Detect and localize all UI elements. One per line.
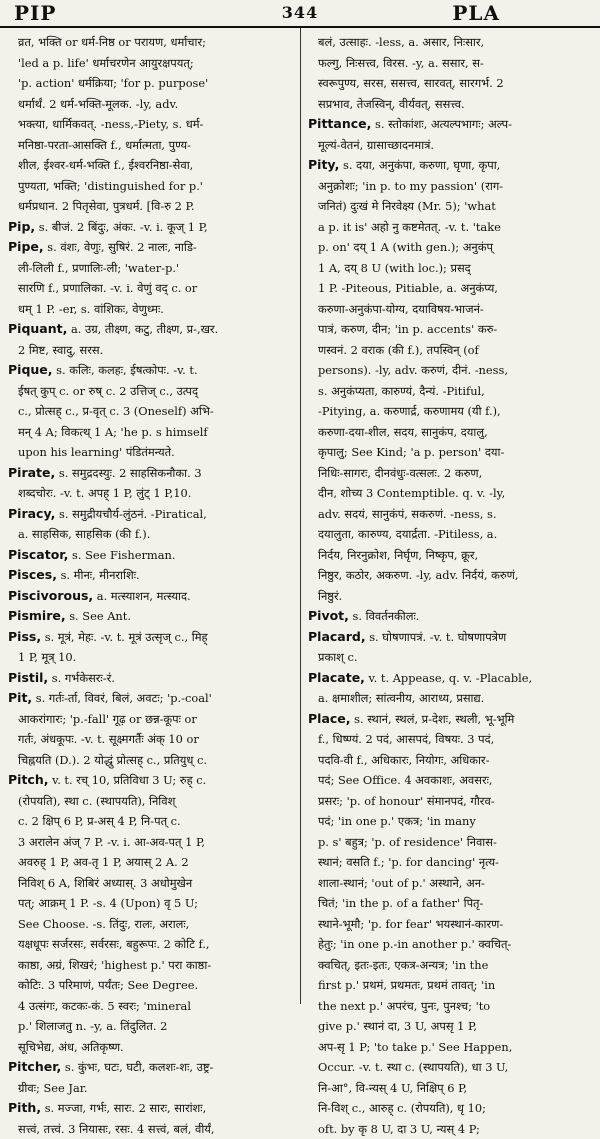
text-line xyxy=(8,319,296,340)
text-line xyxy=(308,32,596,53)
text-line xyxy=(308,1057,596,1078)
entry-text: पात्रं, करुण, दीन; 'in p. accents' करु- xyxy=(318,322,497,336)
page-number: 344 xyxy=(0,3,600,22)
entry-text: हेतुः; 'in one p.-in another p.' क्वचित्- xyxy=(318,937,511,951)
text-line xyxy=(8,1098,296,1119)
entry-text: s. अनुकंप्यता, कारुण्यं, दैन्यं. -Pitiful, xyxy=(318,384,485,398)
entry-text: 2 मिष्ट, स्वादु, सरस. xyxy=(18,343,103,357)
text-line xyxy=(308,155,596,176)
text-line xyxy=(308,627,596,648)
entry-text: ईषत् कुप् c. or रुष् c. 2 उत्तिज् c., उत्पद् xyxy=(18,384,198,398)
text-line xyxy=(8,135,296,156)
left-column xyxy=(8,32,296,1000)
entry-text: धर्मार्थं. 2 धर्म-भक्ति-मूलक. -ly, adv. xyxy=(18,97,178,111)
entry-text: 1 P, मूत्र् 10. xyxy=(18,650,76,664)
entry-headword: Pisces, xyxy=(8,567,57,582)
text-line xyxy=(308,934,596,955)
text-line xyxy=(308,873,596,894)
entry-text: c. 2 क्षिप् 6 P, प्र-अस् 4 P, नि-पत् c. xyxy=(18,814,181,828)
text-line xyxy=(8,811,296,832)
text-line xyxy=(308,1037,596,1058)
text-line xyxy=(308,832,596,853)
entry-text: upon his learning' पंडितंमन्यते. xyxy=(18,445,175,459)
text-line xyxy=(308,1078,596,1099)
entry-text: s. विवर्तनकीलः. xyxy=(349,609,419,623)
entry-text: persons). -ly, adv. करुणं, दीनं. -ness, xyxy=(318,363,508,377)
entry-text: a. क्षमाशील; सांत्वनीय, आराध्य, प्रसाद्य. xyxy=(318,691,484,705)
text-line xyxy=(8,237,296,258)
text-line xyxy=(8,381,296,402)
entry-text: धम् 1 P. -er, s. वांशिकः, वेणुध्मः. xyxy=(18,302,164,316)
entry-text: कोटिः. 3 परिमाणं, पर्यंतः; See Degree. xyxy=(18,978,198,992)
entry-headword: Placard, xyxy=(308,629,366,644)
text-line xyxy=(8,565,296,586)
text-line xyxy=(308,852,596,873)
entry-text: Occur. -v. t. स्था c. (स्थापयति), धा 3 U, xyxy=(318,1060,508,1074)
entry-headword: Pit, xyxy=(8,690,32,705)
entry-text: ली-लिली f., प्रणालिः-ली; 'water-p.' xyxy=(18,261,179,275)
entry-headword: Piracy, xyxy=(8,506,55,521)
text-line xyxy=(308,299,596,320)
entry-text: भक्त्या, धार्मिकवत्. -ness,-Piety, s. धर्म- xyxy=(18,117,203,131)
entry-text: पदवि-वी f., अधिकारः, नियोगः, अधिकार- xyxy=(318,753,489,767)
text-line xyxy=(308,278,596,299)
entry-headword: Piscator, xyxy=(8,547,68,562)
text-line xyxy=(308,483,596,504)
text-line xyxy=(8,586,296,607)
text-line xyxy=(8,278,296,299)
entry-text: a. मत्स्याशन, मत्स्याद. xyxy=(93,589,191,603)
text-line xyxy=(308,1119,596,1139)
entry-text: oft. by कृ 8 U, दा 3 U, न्यस् 4 P; xyxy=(318,1122,480,1136)
text-line xyxy=(308,176,596,197)
text-line xyxy=(308,1098,596,1119)
text-line xyxy=(8,668,296,689)
text-line xyxy=(308,94,596,115)
entry-text: s. गर्भकेसरः-रं. xyxy=(48,671,115,685)
text-line xyxy=(308,791,596,812)
text-line xyxy=(308,914,596,935)
text-line xyxy=(8,914,296,935)
entry-text: पदं; 'in one p.' एकत्र; 'in many xyxy=(318,814,476,828)
text-line xyxy=(8,176,296,197)
text-line xyxy=(8,483,296,504)
entry-text: 3 अरालेन अंज् 7 P. -v. i. आ-अव-पत् 1 P, xyxy=(18,835,205,849)
entry-text: पदं; See Office. 4 अवकाशः, अवसरः, xyxy=(318,773,493,787)
text-line xyxy=(308,668,596,689)
entry-text: the next p.' अपरंच, पुनः, पुनश्च; 'to xyxy=(318,999,490,1013)
text-line xyxy=(308,586,596,607)
text-line xyxy=(8,1078,296,1099)
entry-text: सत्त्वं, तत्त्वं. 3 नियासः, रसः. 4 सत्त्वं, बलं, वीर्यं, xyxy=(18,1122,215,1136)
entry-text: आकरांगारः; 'p.-fall' गूढ़ or छन्न-कूपः or xyxy=(18,712,197,726)
entry-text: ग्रीवः; See Jar. xyxy=(18,1081,88,1095)
entry-text: दयालुता, कारुण्य, दयार्द्रता. -Pitiless, a. xyxy=(318,527,497,541)
entry-text: 'p. action' धर्मक्रिया; 'for p. purpose' xyxy=(18,76,208,90)
text-line xyxy=(308,545,596,566)
text-line xyxy=(8,53,296,74)
text-line xyxy=(308,196,596,217)
entry-text: s. मीनः, मीनराशिः. xyxy=(57,568,140,582)
text-line xyxy=(8,463,296,484)
entry-text: काष्ठा, अग्रं, शिखरं; 'highest p.' परा काष्ठा- xyxy=(18,958,211,972)
text-line xyxy=(308,442,596,463)
entry-text: जनितं) दुःखं मे निरवेक्ष्य (Mr. 5); 'what xyxy=(318,199,496,213)
text-line xyxy=(308,422,596,443)
entry-text: 4 उत्संगः, कटकः-कं. 5 स्वरः; 'mineral xyxy=(18,999,191,1013)
entry-text: s. मूत्रं, मेहः. -v. t. मूत्रं उत्सृज् c., मिह् xyxy=(41,630,208,644)
entry-text: क्वचित्, इतः-इतः, एकत्र-अन्यत्र; 'in the xyxy=(318,958,488,972)
text-line xyxy=(308,750,596,771)
entry-text: a. उग्र, तीक्ष्ण, कटु, तीक्ष्ण, प्र-,खर. xyxy=(67,322,218,336)
column-divider xyxy=(300,28,301,1004)
entry-headword: Pip, xyxy=(8,219,35,234)
text-line xyxy=(308,340,596,361)
entry-text: 1 P. -Piteous, Pitiable, a. अनुकंप्य, xyxy=(318,281,498,295)
entry-text: पुण्यता, भक्ति; 'distinguished for p.' xyxy=(18,179,203,193)
text-line xyxy=(8,114,296,135)
text-line xyxy=(308,647,596,668)
entry-text: v. t. रच् 10, प्रतिविधा 3 U; रुह् c. xyxy=(48,773,206,787)
text-line xyxy=(8,155,296,176)
entry-text: v. t. Appease, q. v. -Placable, xyxy=(365,671,532,685)
text-line xyxy=(8,340,296,361)
text-line xyxy=(308,258,596,279)
right-guide-word: PLA xyxy=(452,1,500,25)
entry-text: कृपालु; See Kind; 'a p. person' दया- xyxy=(318,445,504,459)
text-line xyxy=(308,729,596,750)
entry-text: give p.' स्थानं दा, 3 U, अपसृ 1 P, xyxy=(318,1019,477,1033)
text-line xyxy=(8,955,296,976)
text-line xyxy=(308,996,596,1017)
entry-text: c., प्रोत्सह् c., प्र-वृत् c. 3 (Oneself) अभि- xyxy=(18,404,214,418)
text-line xyxy=(8,647,296,668)
entry-headword: Pitcher, xyxy=(8,1059,61,1074)
entry-text: गर्तः, अंधकूपः. -v. t. सूक्ष्मगर्तैः अंक् 10 or xyxy=(18,732,199,746)
text-line xyxy=(8,852,296,873)
entry-headword: Pirate, xyxy=(8,465,55,480)
entry-text: सारणि f., प्रणालिका. -v. i. वेणुं वद् c. or xyxy=(18,281,197,295)
text-line xyxy=(308,360,596,381)
text-line xyxy=(8,606,296,627)
text-line xyxy=(308,53,596,74)
entry-text: निष्ठुर, कठोर, अकरुण. -ly, adv. निर्दयं, करुणं, xyxy=(318,568,518,582)
entry-text: s. See Ant. xyxy=(66,609,131,623)
text-line xyxy=(308,1016,596,1037)
entry-text: अनुक्रोशः; 'in p. to my passion' (राग- xyxy=(318,179,503,193)
text-line xyxy=(308,237,596,258)
entry-text: -Pitying, a. करुणार्द्र, करुणामय (यी f.), xyxy=(318,404,501,418)
text-line xyxy=(8,217,296,238)
entry-headword: Pity, xyxy=(308,157,339,172)
entry-text: s. स्थानं, स्थलं, प्र-देशः, स्थली, भू-भूमि xyxy=(351,712,515,726)
text-line xyxy=(308,381,596,402)
entry-text: s. स्तोकांशः, अत्यल्पभागः; अल्प- xyxy=(371,117,512,131)
entry-text: s. गर्तः-र्ता, विवरं, बिलं, अवटः; 'p.-coal' xyxy=(32,691,212,705)
entry-text: चितं; 'in the p. of a father' पितृ- xyxy=(318,896,483,910)
entry-text: शाला-स्थानं; 'out of p.' अस्थाने, अन- xyxy=(318,876,485,890)
entry-headword: Piscivorous, xyxy=(8,588,93,603)
entry-text: s. मज्जा, गर्भः, सारः. 2 सारः, सारांशः, xyxy=(41,1101,206,1115)
text-line xyxy=(308,463,596,484)
text-line xyxy=(8,401,296,422)
entry-text: स्थानं; वसति f.; 'p. for dancing' नृत्य- xyxy=(318,855,499,869)
text-line xyxy=(8,32,296,53)
text-line xyxy=(8,770,296,791)
entry-text: 1 A, दय् 8 U (with loc.); प्रसद् xyxy=(318,261,471,275)
entry-headword: Pittance, xyxy=(308,116,371,131)
text-line xyxy=(308,524,596,545)
entry-text: दीन, शोच्य 3 Contemptible. q. v. -ly, xyxy=(318,486,505,500)
entry-text: s. बीजं. 2 बिंदुः, अंकः. -v. i. कूज् 1 P, xyxy=(35,220,207,234)
entry-text: पत्; आक्रम् 1 P. -s. 4 (Upon) वृ 5 U; xyxy=(18,896,198,910)
text-line xyxy=(8,750,296,771)
text-line xyxy=(308,688,596,709)
entry-text: निधिः-सागरः, दीनवंधुः-वत्सलः. 2 करुण, xyxy=(318,466,482,480)
entry-text: f., धिष्ण्यं. 2 पदं, आसपदं, विषयः. 3 पदं, xyxy=(318,732,494,746)
text-line xyxy=(8,832,296,853)
text-line xyxy=(8,258,296,279)
text-line xyxy=(8,627,296,648)
entry-headword: Pith, xyxy=(8,1100,41,1115)
entry-text: s. कुंभः, घटः, घटी, कलशः-शः, उष्ट्र- xyxy=(61,1060,213,1074)
text-line xyxy=(8,422,296,443)
entry-text: first p.' प्रथमं, प्रथमतः, प्रथमं तावत्; 'in xyxy=(318,978,495,992)
entry-text: प्रसरः; 'p. of honour' संमानपदं, गौरव- xyxy=(318,794,495,808)
entry-text: a p. it is' अहो नु कष्टमेतत्. -v. t. 'take xyxy=(318,220,501,234)
right-column xyxy=(308,32,596,1000)
entry-text: अप-सृ 1 P; 'to take p.' See Happen, xyxy=(318,1040,512,1054)
text-line xyxy=(8,934,296,955)
text-line xyxy=(8,1119,296,1139)
entry-text: सप्रभाव, तेजस्विन्, वीर्यवत्, ससत्त्व. xyxy=(318,97,465,111)
entry-text: s. समुद्रीयचौर्य-लुंठनं. -Piratical, xyxy=(55,507,206,521)
entry-text: s. वंशः, वेणुः, सुषिरं. 2 नालः, नाडि- xyxy=(44,240,197,254)
text-line xyxy=(308,135,596,156)
entry-text: adv. सदयं, सानुकंपं, सकरुणं. -ness, s. xyxy=(318,507,497,521)
entry-headword: Pismire, xyxy=(8,608,66,623)
text-line xyxy=(308,565,596,586)
text-line xyxy=(8,1016,296,1037)
text-line xyxy=(308,770,596,791)
entry-headword: Pipe, xyxy=(8,239,44,254)
text-line xyxy=(8,442,296,463)
entry-text: धर्मप्रधान. 2 पितृसेवा, पुत्रधर्म. [वि-रु 2 P. xyxy=(18,199,195,213)
text-line xyxy=(8,893,296,914)
text-line xyxy=(8,299,296,320)
entry-text: णस्वनं. 2 वराक (की f.), तपस्विन् (of xyxy=(318,343,479,357)
text-line xyxy=(8,524,296,545)
text-line xyxy=(308,319,596,340)
entry-text: निर्दय, निरनुक्रोश, निर्घृण, निष्कृप, क्रूर, xyxy=(318,548,478,562)
entry-headword: Placate, xyxy=(308,670,365,685)
text-line xyxy=(308,606,596,627)
text-line xyxy=(308,73,596,94)
entry-text: करुणा-अनुकंपा-योग्य, दयाविषय-भाजनं- xyxy=(318,302,484,316)
entry-text: फल्गु, निःसत्त्व, विरस. -y, a. ससार, स- xyxy=(318,56,484,70)
text-line xyxy=(8,94,296,115)
entry-text: मन् 4 A; विकत्थ् 1 A; 'he p. s himself xyxy=(18,425,208,439)
entry-text: स्थाने-भूमौ; 'p. for fear' भयस्थानं-कारण- xyxy=(318,917,503,931)
text-line xyxy=(8,360,296,381)
text-line xyxy=(8,1037,296,1058)
entry-text: p. s' बहुत्र; 'p. of residence' निवास- xyxy=(318,835,497,849)
entry-text: p.' शिलाजतु n. -y, a. तिंदुलित. 2 xyxy=(18,1019,167,1033)
entry-text: a. साहसिक, साहसिक (की f.). xyxy=(18,527,150,541)
entry-headword: Pivot, xyxy=(308,608,349,623)
entry-headword: Pistil, xyxy=(8,670,48,685)
text-line xyxy=(8,791,296,812)
entry-text: बलं, उत्साहः. -less, a. असार, निःसार, xyxy=(318,35,484,49)
text-line xyxy=(308,401,596,422)
entry-text: स्वरूपुण्य, सरस, ससत्त्व, सारवत्, सारगर्भ. 2 xyxy=(318,76,504,90)
entry-text: चिह्नयति (D.). 2 योद्धुं प्रोत्सह् c., प्रतियुध् c. xyxy=(18,753,207,767)
text-line xyxy=(8,73,296,94)
text-line xyxy=(8,688,296,709)
text-line xyxy=(308,955,596,976)
entry-text: नि-विश् c., आरुह् c. (रोपयति), धृ 10; xyxy=(318,1101,486,1115)
entry-text: यक्षधूपः सर्जरसः, सर्वरसः, बहुरूपः. 2 कोटि f., xyxy=(18,937,210,951)
text-line xyxy=(308,504,596,525)
text-line xyxy=(8,873,296,894)
entry-headword: Piquant, xyxy=(8,321,67,336)
entry-text: करुणा-दया-शील, सदय, सानुकंप, दयालु, xyxy=(318,425,488,439)
entry-text: प्रकाश् c. xyxy=(318,650,358,664)
entry-text: व्रत, भक्ति or धर्म-निष्ठ or परायण, धर्माचार; xyxy=(18,35,206,49)
entry-text: अवरुह् 1 P, अव-तृ 1 P, अयास् 2 A. 2 xyxy=(18,855,189,869)
entry-text: (रोपयति), स्था c. (स्थापयति), निविश् xyxy=(18,794,175,808)
entry-text: मूल्यं-वेतनं, ग्रासाच्छादनमात्रं. xyxy=(318,138,434,152)
text-line xyxy=(8,996,296,1017)
page-header xyxy=(0,0,600,28)
entry-headword: Piss, xyxy=(8,629,41,644)
entry-text: शील, ईश्वर-धर्म-भक्ति f., ईश्वरनिष्ठा-सेवा, xyxy=(18,158,193,172)
text-line xyxy=(8,196,296,217)
text-line xyxy=(8,709,296,730)
text-line xyxy=(308,114,596,135)
left-guide-word: PIP xyxy=(14,1,56,25)
text-line xyxy=(308,975,596,996)
entry-text: निष्ठुरं. xyxy=(318,589,342,603)
entry-headword: Pitch, xyxy=(8,772,48,787)
entry-headword: Place, xyxy=(308,711,351,726)
entry-text: सूचिभेद्य, अंध, अतिकृष्ण. xyxy=(18,1040,124,1054)
text-line xyxy=(8,504,296,525)
entry-headword: Pique, xyxy=(8,362,53,377)
entry-text: p. on' दय् 1 A (with gen.); अनुकंप् xyxy=(318,240,493,254)
entry-text: नि-आ°, वि-न्यस् 4 U, निक्षिप् 6 P, xyxy=(318,1081,467,1095)
entry-text: निविश् 6 A, शिबिरं अध्यास्. 3 अधोमुखेन xyxy=(18,876,192,890)
text-line xyxy=(308,709,596,730)
entry-text: s. समुद्रदस्युः. 2 साहसिकनौका. 3 xyxy=(55,466,201,480)
entry-text: s. कलिः, कलहः, ईषत्कोपः. -v. t. xyxy=(53,363,198,377)
entry-text: शब्दचोरः. -v. t. अपह् 1 P, लुंट् 1 P,10. xyxy=(18,486,191,500)
text-line xyxy=(8,1057,296,1078)
entry-text: s. घोषणापत्रं. -v. t. घोषणापत्रेण xyxy=(366,630,507,644)
text-line xyxy=(8,545,296,566)
text-line xyxy=(308,893,596,914)
text-line xyxy=(308,811,596,832)
text-line xyxy=(8,975,296,996)
entry-text: See Choose. -s. तिंदुः, रालः, अरालः, xyxy=(18,917,189,931)
text-line xyxy=(308,217,596,238)
entry-text: 'led a p. life' धर्माचरणेन आयुरक्षपयत्; xyxy=(18,56,194,70)
entry-text: s. See Fisherman. xyxy=(68,548,175,562)
entry-text: s. दया, अनुकंपा, करुणा, घृणा, कृपा, xyxy=(339,158,500,172)
entry-text: मनिष्ठा-परता-आसक्ति f., धर्मात्मता, पुण्य- xyxy=(18,138,191,152)
text-line xyxy=(8,729,296,750)
